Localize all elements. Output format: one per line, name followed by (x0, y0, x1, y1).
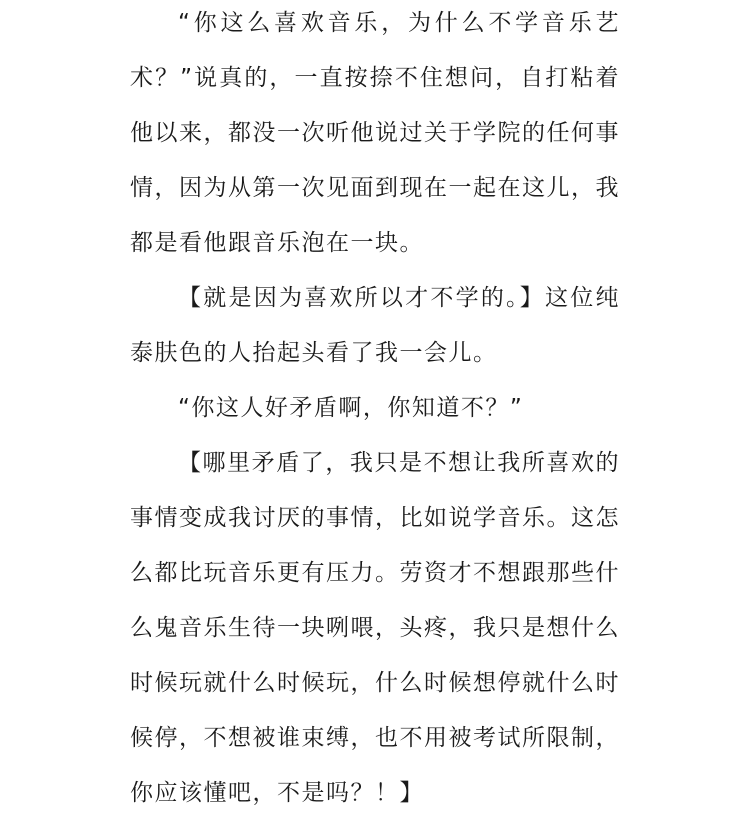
paragraph-3: “你这人好矛盾啊，你知道不？” (178, 395, 524, 421)
paragraph-4: 【哪里矛盾了，我只是不想让我所喜欢的事情变成我讨厌的事情，比如说学音乐。这怎么都比玩音乐更有压力。劳资才不想跟那些什么鬼音乐生待一块咧喂，头疼，我只是想什么时候玩就什么时候玩，什么时候想停就什么时候停，不想被谁束缚，也不用被考试所限制，你应该懂吧，不是吗？！】 (130, 450, 620, 806)
document-page (130, 0, 620, 812)
paragraph-1: “你这么喜欢音乐，为什么不学音乐艺术？”说真的，一直按捺不住想问，自打粘着他以来，都没一次听他说过关于学院的任何事情，因为从第一次见面到现在一起在这儿，我都是看他跟音乐泡在一块。 (130, 10, 620, 256)
paragraph-2: 【就是因为喜欢所以才不学的。】这位纯泰肤色的人抬起头看了我一会儿。 (130, 285, 620, 366)
